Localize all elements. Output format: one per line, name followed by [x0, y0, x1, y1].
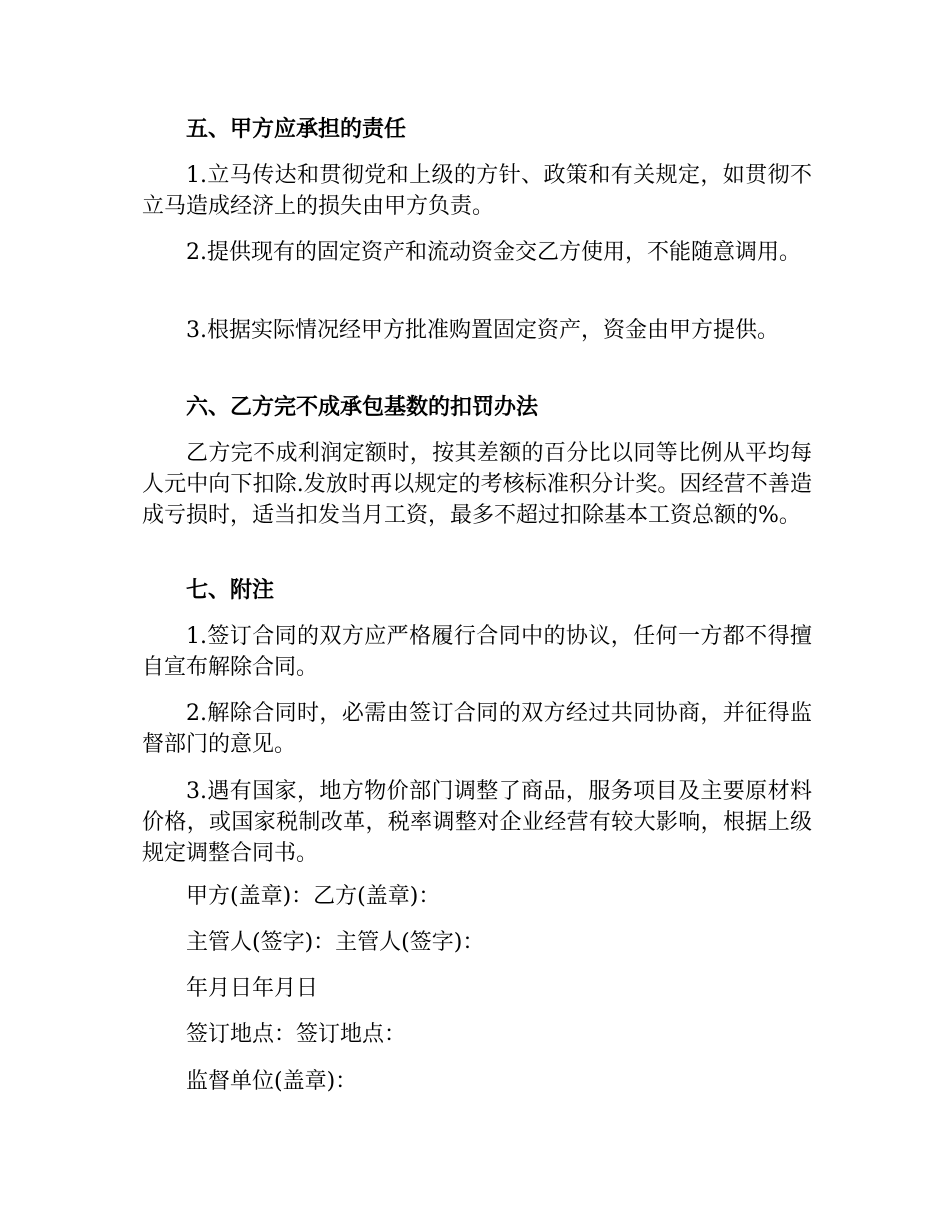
paragraph-7-1: 1.签订合同的双方应严格履行合同中的协议，任何一方都不得擅自宣布解除合同。 — [142, 624, 812, 680]
section-heading-7: 七、附注 — [186, 578, 275, 603]
paragraph-5-1: 1.立马传达和贯彻党和上级的方针、政策和有关规定，如贯彻不立马造成经济上的损失由甲方负责。 — [142, 163, 812, 219]
signature-place: 签订地点：签订地点： — [186, 1022, 407, 1047]
paragraph-7-3: 3.遇有国家，地方物价部门调整了商品，服务项目及主要原材料价格，或国家税制改革，税率调整对企业经营有较大影响，根据上级规定调整合同书。 — [142, 779, 812, 866]
paragraph-7-2: 2.解除合同时，必需由签订合同的双方经过共同协商，并征得监督部门的意见。 — [142, 701, 812, 757]
signature-date: 年月日年月日 — [186, 976, 319, 1001]
signature-manager: 主管人(签字)：主管人(签字)： — [186, 930, 485, 955]
paragraph-6-1: 乙方完不成利润定额时，按其差额的百分比以同等比例从平均每人元中向下扣除.发放时再以规定的考核标准积分计奖。因经营不善造成亏损时，适当扣发当月工资，最多不超过扣除基本工资总额的%。 — [142, 441, 812, 528]
section-heading-6: 六、乙方完不成承包基数的扣罚办法 — [186, 395, 539, 420]
signature-party-seal: 甲方(盖章)：乙方(盖章)： — [186, 884, 441, 909]
section-heading-5: 五、甲方应承担的责任 — [186, 117, 407, 142]
paragraph-5-2: 2.提供现有的固定资产和流动资金交乙方使用，不能随意调用。 — [186, 240, 801, 265]
paragraph-5-3: 3.根据实际情况经甲方批准购置固定资产，资金由甲方提供。 — [186, 318, 779, 343]
signature-supervisor: 监督单位(盖章)： — [186, 1069, 358, 1094]
